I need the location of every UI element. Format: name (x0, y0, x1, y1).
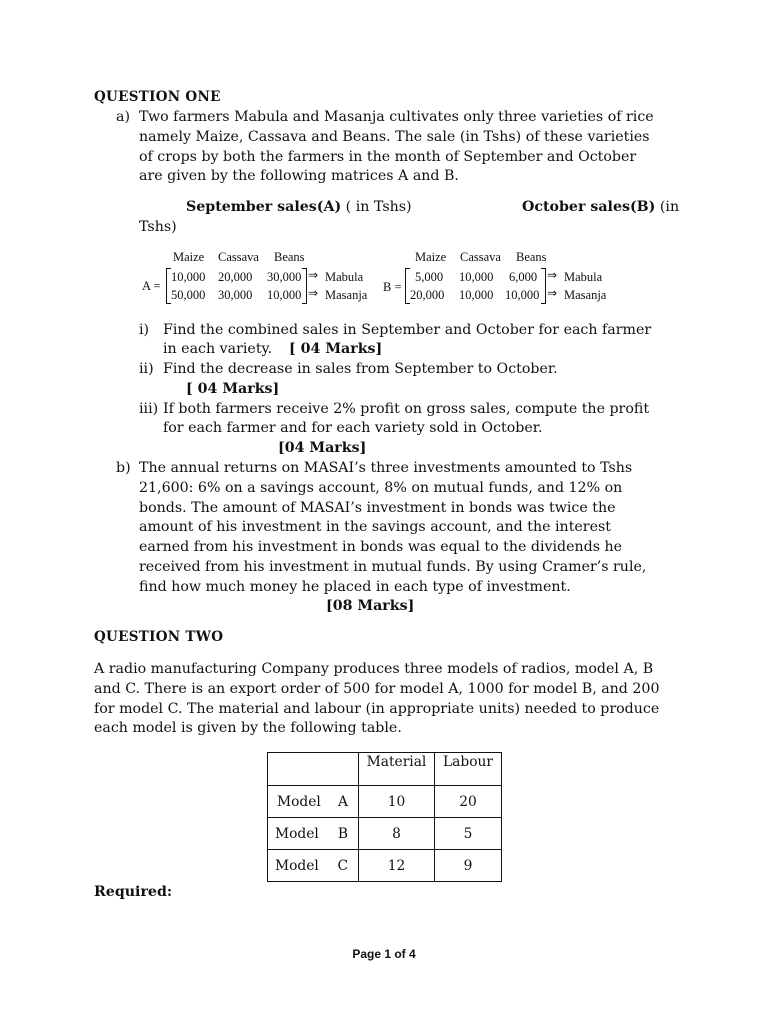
model-letter: A (338, 793, 348, 810)
arrow-icon: ⇒ (308, 286, 319, 300)
part-b-line: The annual returns on MASAI’s three investments amounted to Tshs (139, 460, 633, 476)
part-a-line: namely Maize, Cassava and Beans. The sale (in Tshs) of these varieties (139, 128, 650, 145)
arrow-icon: ⇒ (547, 268, 558, 282)
sub-i-line2: in each variety. (163, 341, 273, 357)
model-word: Model (275, 857, 319, 874)
question-two-line: and C. There is an export order of 500 for model A, 1000 for model B, and 200 (94, 680, 660, 697)
matrix-a-right-bracket (302, 268, 307, 304)
part-b-marker: b) (116, 460, 131, 476)
sub-ii-line1: Find the decrease in sales from September to October. (163, 361, 558, 377)
matrix-a-cell: 10,000 (267, 288, 302, 302)
matrix-a-col-beans: Beans (274, 250, 305, 264)
part-b-line: 21,600: 6% on a savings account, 8% on mutual funds, and 12% on (139, 479, 623, 496)
heading-wrap: Tshs) (139, 219, 177, 235)
table-cell-model (268, 850, 359, 882)
table-cell-model (268, 786, 359, 818)
matrix-b-cell: 20,000 (410, 288, 445, 302)
question-two-line: each model is given by the following table. (94, 720, 402, 737)
part-b-line: received from his investment in mutual funds. By using Cramer’s rule, (139, 558, 647, 575)
question-one-title: QUESTION ONE (94, 89, 221, 105)
october-heading (522, 198, 679, 218)
sub-iii-line1: If both farmers receive 2% profit on gross sales, compute the profit (163, 401, 650, 417)
sub-iii-marker: iii) (139, 401, 159, 417)
sub-iii-marks: [04 Marks] (278, 440, 367, 456)
matrix-a-farmer: Mabula (325, 270, 364, 284)
part-a-marker: a) (116, 109, 130, 125)
model-letter: C (337, 857, 348, 874)
table-header-cell: Material (359, 753, 435, 786)
matrix-b-right-bracket (541, 268, 546, 304)
sub-i-line1: Find the combined sales in September and October for each farmer (163, 322, 652, 338)
required-label: Required: (94, 884, 173, 900)
part-b-line: find how much money he placed in each type of investment. (139, 578, 571, 595)
part-b-line: amount of his investment in the savings account, and the interest (139, 519, 611, 536)
model-letter: B (337, 825, 348, 842)
matrix-a-col-cassava: Cassava (218, 250, 259, 264)
table-cell-material: 10 (359, 786, 435, 818)
matrix-a-farmer: Masanja (325, 288, 368, 302)
table-row (268, 850, 502, 882)
page-footer: Page 1 of 4 (352, 947, 416, 961)
part-a-line: of crops by both the farmers in the month of September and October (139, 148, 637, 165)
table-cell-model (268, 818, 359, 850)
sub-ii-marks: [ 04 Marks] (186, 381, 280, 397)
table-cell-labour: 5 (435, 818, 502, 850)
september-heading-rest: ( in Tshs) (341, 199, 412, 215)
part-a-text (139, 108, 675, 187)
september-heading-bold: September sales(A) (186, 199, 342, 215)
matrix-b-cell: 10,000 (459, 288, 494, 302)
october-heading-rest: (in (655, 199, 680, 215)
matrix-b-cell: 6,000 (509, 270, 538, 284)
matrix-b-col-cassava: Cassava (460, 250, 501, 264)
table-cell-material: 8 (359, 818, 435, 850)
table-cell-labour: 20 (435, 786, 502, 818)
matrix-a-cell: 30,000 (267, 270, 302, 284)
matrix-a-cell: 20,000 (218, 270, 253, 284)
part-b-line: bonds. The amount of MASAI’s investment in bonds was twice the (139, 499, 616, 516)
matrix-b-col-maize: Maize (415, 250, 447, 264)
table-header-cell (268, 753, 359, 786)
question-two-line: A radio manufacturing Company produces three models of radios, model A, B (94, 661, 654, 677)
arrow-icon: ⇒ (547, 286, 558, 300)
matrix-a-cell: 50,000 (171, 288, 206, 302)
matrix-b-label: B = (383, 280, 402, 294)
models-table (267, 752, 502, 882)
matrix-a-col-maize: Maize (173, 250, 205, 264)
model-word: Model (277, 793, 321, 810)
sub-ii-marker: ii) (139, 361, 154, 377)
sub-i-marks: [ 04 Marks] (289, 341, 383, 357)
question-two-line: for model C. The material and labour (in appropriate units) needed to produce (94, 700, 660, 717)
sub-i-marker: i) (139, 322, 150, 338)
part-b-line: earned from his investment in bonds was equal to the dividends he (139, 539, 623, 556)
table-header-cell: Labour (435, 753, 502, 786)
matrix-b-col-beans: Beans (516, 250, 547, 264)
matrix-b-cell: 10,000 (459, 270, 494, 284)
matrix-b-farmer: Mabula (564, 270, 603, 284)
october-heading-bold: October sales(B) (522, 199, 656, 215)
table-row (268, 786, 502, 818)
part-a-line: are given by the following matrices A and B. (139, 168, 459, 185)
model-word: Model (275, 825, 319, 842)
table-cell-material: 12 (359, 850, 435, 882)
table-row (268, 818, 502, 850)
table-cell-labour: 9 (435, 850, 502, 882)
matrix-a-cell: 10,000 (171, 270, 206, 284)
question-two-text (94, 660, 675, 739)
part-a-line: Two farmers Mabula and Masanja cultivates only three varieties of rice (139, 109, 654, 125)
part-b-text (139, 459, 675, 598)
matrix-b-cell: 10,000 (505, 288, 540, 302)
question-two-title: QUESTION TWO (94, 629, 224, 645)
matrix-a-cell: 30,000 (218, 288, 253, 302)
matrix-b-cell: 5,000 (415, 270, 444, 284)
september-heading (186, 198, 412, 218)
table-header-row (268, 753, 502, 786)
matrix-b-farmer: Masanja (564, 288, 607, 302)
matrix-a-label: A = (142, 279, 161, 293)
arrow-icon: ⇒ (308, 268, 319, 282)
sub-iii-line2: for each farmer and for each variety sold in October. (163, 420, 543, 436)
part-b-marks: [08 Marks] (326, 598, 415, 614)
